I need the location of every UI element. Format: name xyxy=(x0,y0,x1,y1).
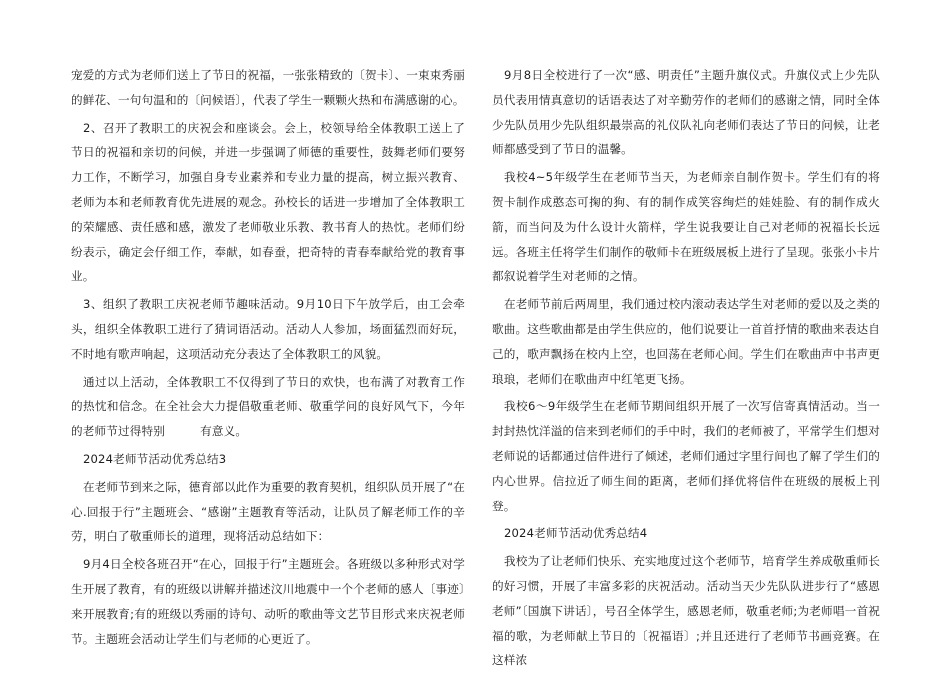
paragraph: 我校为了让老师们快乐、充实地度过这个老师节，培育学生养成敬重师长的好习惯，开展了丰富多彩的庆祝活动。活动当天少先队队进步行了“感恩老师”〔国旗下讲话〕，号召全体学生，感恩老师，敬重老师;为老师唱一首祝福的歌，为老师献上节日的〔祝福语〕;并且还进行了老师节书画竞赛。在这样浓 xyxy=(492,554,880,668)
paragraph: 在老师节到来之际，德育部以此作为重要的教育契机，组织队员开展了“在心.回报于行”主题班会、“感谢”主题教育等活动，让队员了解老师工作的辛劳，明白了敬重师长的道理，现将活动总结如下： xyxy=(71,479,465,544)
paragraph: 2、召开了教职工的庆祝会和座谈会。会上，校领导给全体教职工送上了节日的祝福和亲切的问候，并进一步强调了师德的重要性，鼓舞老师们要努力工作，不断学习，加强自身专业素养和专业力量的提高，树立振兴教育、老师为本和老师教育优先进展的观念。孙校长的话进一步增加了全体教职工的荣耀感、责任感和感，激发了老师敬业乐教、教书育人的热忱。老师们纷纷表示，确定会仔细工作，奉献，如春蚕，把奇特的青春奉献给党的教育事业。 xyxy=(71,120,465,284)
paragraph: 宠爱的方式为老师们送上了节日的祝福，一张张精致的〔贺卡〕、一束束秀丽的鲜花、一句句温和的〔问候语〕，代表了学生一颗颗火热和布满感谢的心。 xyxy=(71,68,465,107)
paragraph: 通过以上活动，全体教职工不仅得到了节日的欢快，也布满了对教育工作的热忱和信念。在全社会大力提倡敬重老师、敬重学问的良好风气下，今年的老师节过得特别 有意义。 xyxy=(71,374,465,439)
right-column xyxy=(492,63,880,676)
paragraph: 我校4~5年级学生在老师节当天，为老师亲自制作贺卡。学生们有的将贺卡制作成憨态可掬的狗、有的制作成笑容绚烂的娃娃脸、有的制作成火箭，而当问及为什么设计火箭样，学生说我要让自己对老师的祝福长长远远。各班主任将学生们制作的敬师卡在班级展板上进行了呈现。张张小卡片都叙说着学生对老师的之情。 xyxy=(492,170,880,284)
paragraph: 我校6～9年级学生在老师节期间组织开展了一次写信寄真情活动。当一封封热忱洋溢的信来到老师们的手中时，我们的老师被了，平常学生们想对老师说的话都通过信件进行了倾述，老师们通过字里行间也了解了学生们的内心世界。信拉近了师生间的距离，老师们择优将信件在班级的展板上刊登。 xyxy=(492,399,880,513)
paragraph: 3、组织了教职工庆祝老师节趣味活动。9月10日下午放学后，由工会牵头，组织全体教职工进行了猜词语活动。活动人人参加，场面猛烈而好玩，不时地有歌声响起，这项活动充分表达了全体教职工的风貌。 xyxy=(71,297,465,361)
left-column xyxy=(71,63,465,654)
paragraph: 在老师节前后两周里，我们通过校内滚动表达学生对老师的爱以及之类的歌曲。这些歌曲都是由学生供应的，他们说要让一首首抒情的歌曲来表达自己的，歌声飘扬在校内上空，也回荡在老师心间。学生们在歌曲声中书声更琅琅，老师们在歌曲声中红笔更飞扬。 xyxy=(492,297,880,386)
paragraph: 9月4日全校各班召开“在心，回报于行”主题班会。各班级以多种形式对学生开展了教育，有的班级以讲解并描述汶川地震中一个个老师的感人〔事迹〕来开展教育;有的班级以秀丽的诗句、动听的歌曲等文艺节目形式来庆祝老师节。主题班会活动让学生们与老师的心更近了。 xyxy=(71,557,465,646)
paragraph: 9月8日全校进行了一次“感、明责任”主题升旗仪式。升旗仪式上少先队员代表用情真意切的话语表达了对辛勤劳作的老师们的感谢之情，同时全体少先队员用少先队组织最崇高的礼仪队礼向老师们表达了节日的问候，让老师都感受到了节日的温馨。 xyxy=(492,68,880,157)
section-heading: 2024老师节活动优秀总结4 xyxy=(504,526,648,541)
section-heading: 2024老师节活动优秀总结3 xyxy=(83,451,227,466)
